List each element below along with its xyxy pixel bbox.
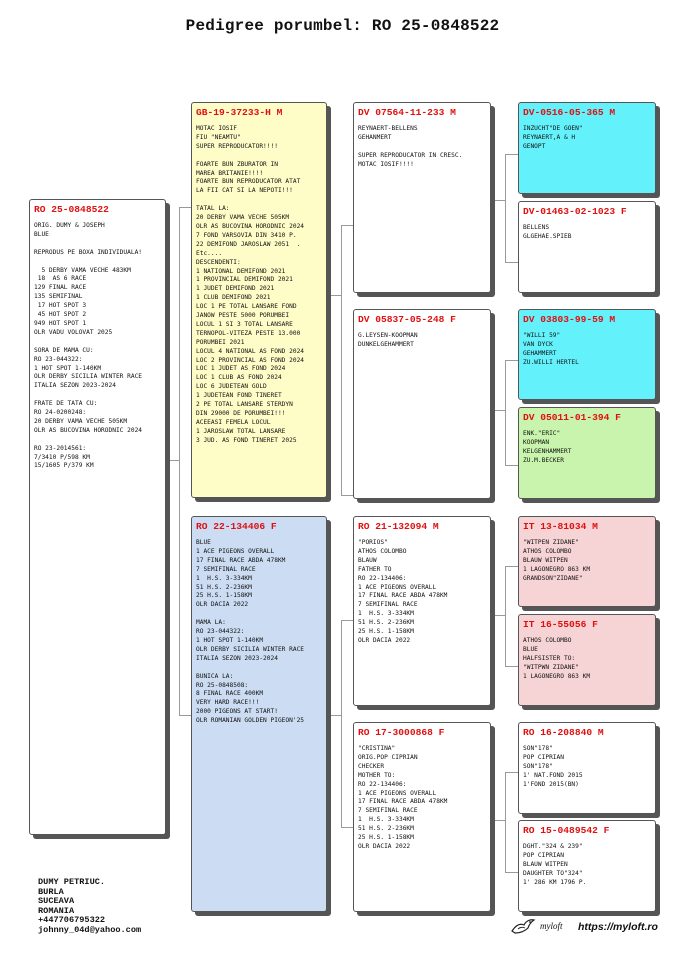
- dam-sire-details: "PORIOS" ATHOS COLOMBO BLAUW FATHER TO RO 22-134406: 1 ACE PIGEONS OVERALL 17 FINAL RACE ABDA 478KM 7 SEMIFINAL RACE 1 H.S. 3-334KM 51 H.S. 2-236KM 25 H.S. 1-158KM OLR DACIA 2022: [358, 539, 448, 644]
- ds-sire-ring: IT 13-81034 M: [523, 521, 598, 532]
- sd-dam-card: [518, 407, 656, 499]
- connector-line: [505, 566, 506, 666]
- sire-dam-ring: DV 05837-05-248 F: [358, 314, 456, 325]
- subject-ring: RO 25-0848522: [34, 204, 109, 215]
- connector-line: [505, 154, 506, 262]
- dam-sire-ring: RO 21-132094 M: [358, 521, 439, 532]
- sire-sire-details: REYNAERT-BELLENS GEHANMERT SUPER REPRODUCATOR IN CRESC. MOTAC IOSIF!!!!: [358, 125, 463, 168]
- sd-sire-card: [518, 309, 656, 400]
- connector-line: [494, 200, 505, 201]
- connector-line: [505, 360, 519, 361]
- dd-sire-ring: RO 16-208840 M: [523, 727, 604, 738]
- dam-dam-card: [353, 722, 491, 912]
- connector-line: [505, 872, 519, 873]
- dam-ring: RO 22-134406 F: [196, 521, 277, 532]
- connector-line: [179, 207, 180, 715]
- dd-dam-card: [518, 820, 656, 912]
- breeder-phone: +447706795322: [38, 915, 106, 926]
- dam-card: [191, 516, 327, 912]
- sire-ring: GB-19-37233-H M: [196, 107, 283, 118]
- page-title: Pedigree porumbel: RO 25-0848522: [185, 17, 500, 35]
- connector-line: [341, 225, 342, 495]
- connector-line: [168, 460, 179, 461]
- ss-dam-ring: DV-01463-02-1023 F: [523, 206, 627, 217]
- connector-line: [505, 666, 519, 667]
- ds-dam-details: ATHOS COLOMBO BLUE HALFSISTER TO: "WITPWN ZIDANE" 1 LAGONEGRO 863 KM: [523, 637, 591, 680]
- connector-line: [494, 615, 505, 616]
- dd-dam-ring: RO 15-0489542 F: [523, 825, 610, 836]
- connector-line: [505, 360, 506, 465]
- breeder-county: SUCEAVA: [38, 896, 75, 907]
- connector-line: [505, 465, 519, 466]
- ss-dam-card: [518, 201, 656, 293]
- breeder-city: BURLA: [38, 886, 64, 897]
- breeder-name: DUMY PETRIUC.: [38, 877, 106, 887]
- ss-sire-card: [518, 102, 656, 194]
- dd-dam-details: DGHT."324 & 239" POP CIPRIAN BLAUW WITPEN DAUGHTER TO"324" 1' 286 KM 1796 P.: [523, 843, 587, 886]
- brand-name: myloft: [540, 921, 563, 931]
- breeder-info: [38, 878, 141, 936]
- breeder-country: ROMANIA: [38, 905, 75, 916]
- sd-sire-ring: DV 03803-99-59 M: [523, 314, 616, 325]
- sire-card: [191, 102, 327, 498]
- sire-sire-ring: DV 07564-11-233 M: [358, 107, 456, 118]
- dam-details: BLUE 1 ACE PIGEONS OVERALL 17 FINAL RACE ABDA 478KM 7 SEMIFINAL RACE 1 H.S. 3-334KM 51 H.S. 2-236KM 25 H.S. 1-158KM OLR DACIA 2022 MAMA LA: RO 23-044322: 1 HOT SPOT 1-140KM OLR DERBY SICILIA WINTER RACE ITALIA SEZON 2023-2024 BUNICA LA: RO 25-0848508: 8 FINAL RACE 400KM VERY HARD RACE!!! 2000 PIGEONS AT START! OLR ROMANIAN GOLDEN PIGEON'25: [196, 539, 305, 725]
- connector-line: [505, 772, 506, 872]
- ds-sire-card: [518, 516, 656, 607]
- ds-dam-card: [518, 614, 656, 706]
- connector-line: [494, 820, 505, 821]
- sire-dam-card: [353, 309, 491, 499]
- sd-sire-details: "WILLI 59" VAN DYCK GEHAMMERT ZU.WILLI HERTEL: [523, 332, 579, 366]
- ds-sire-details: "WITPEN ZIDANE" ATHOS COLOMBO BLAUW WITPEN 1 LAGONEGRO 863 KM GRANDSON"ZIDANE": [523, 539, 591, 582]
- dam-dam-ring: RO 17-3000868 F: [358, 727, 445, 738]
- connector-line: [330, 715, 341, 716]
- connector-line: [341, 620, 342, 827]
- sire-sire-card: [353, 102, 491, 293]
- connector-line: [505, 566, 519, 567]
- subject-details: ORIG. DUMY & JOSEPH BLUE REPRODUS PE BOXA INDIVIDUALA! 5 DERBY VAMA VECHE 483KM 18 AS 6 RACE 129 FINAL RACE 135 SEMIFINAL 17 HOT SPOT 3 45 HOT SPOT 2 949 HOT SPOT 1 OLR VADU VOLOVAT 2025 SORA DE MAMA CU: RO 23-044322: 1 HOT SPOT 1-140KM OLR DERBY SICILIA WINTER RACE ITALIA SEZON 2023-2024 FRATE DE TATA CU: RO 24-0200248: 20 DERBY VAMA VECHE 505KM OLR AS BUCOVINA HORODNIC 2024 RO 23-2014561: 7/3410 P/598 KM 15/1605 P/379 KM: [34, 222, 143, 470]
- sire-details: MOTAC IOSIF FIU "NEAMTU" SUPER REPRODUCATOR!!!! FOARTE BUN ZBURATOR IN MAREA BRITANIE!!!! FOARTE BUN REPRODUCATOR ATAT LA FII CAT SI LA NEPOTI!!! TATAL LA: 20 DERBY VAMA VECHE 505KM OLR AS BUCOVINA HORODNIC 2024 7 FOND VARSOVIA DIN 3410 P. 22 DEMIFOND JAROSLAW 2051 . Etc.... DESCENDENTI: 1 NATIONAL DEMIFOND 2021 1 PROVINCIAL DEMIFOND 2021 1 JUDET DEMIFOND 2021 1 CLUB DEMIFOND 2021 LOC 1 PE TOTAL LANSARE FOND JANOW PESTE 5000 PORUMBEI LOCUL 1 SI 3 TOTAL LANSARE TERNOPOL-VITEZA PESTE 13.000 PORUMBEI 2021 LOCUL 4 NATIONAL AS FOND 2024 LOC 2 PROVINCIAL AS FOND 2024 LOC 1 JUDET AS FOND 2024 LOC 1 CLUB AS FOND 2024 LOC 6 JUDETEAN GOLD 1 JUDETEAN FOND TINERET 2 PE TOTAL LANSARE STERDYN DIN 29000 DE PORUMBEI!!! ACEEASI FEMELA LOCUL 1 JAROSLAW TOTAL LANSARE 3 JUD. AS FOND TINERET 2025: [196, 125, 305, 444]
- sd-dam-ring: DV 05011-01-394 F: [523, 412, 621, 423]
- connector-line: [505, 262, 519, 263]
- ss-sire-ring: DV-0516-05-365 M: [523, 107, 616, 118]
- bird-logo-icon: [510, 917, 536, 937]
- connector-line: [505, 772, 519, 773]
- subject-card: [29, 199, 166, 835]
- connector-line: [505, 154, 519, 155]
- connector-line: [330, 295, 341, 296]
- ss-sire-details: INZUCHT"DE GOEN" REYNAERT,A & H GENOPT: [523, 125, 583, 150]
- dd-sire-details: SON"178" POP CIPRIAN SON"178" 1' NAT.FOND 2015 1'FOND 2015(BN): [523, 745, 583, 788]
- breeder-email: johnny_04d@yahoo.com: [38, 924, 142, 935]
- sd-dam-details: ENK."ERIC" KOOPMAN KELGENHAMMERT ZU.M.BECKER: [523, 430, 572, 464]
- dd-sire-card: [518, 722, 656, 814]
- dam-dam-details: "CRISTINA" ORIG.POP CIPRIAN CHECKER MOTHER TO: RO 22-134406: 1 ACE PIGEONS OVERALL 17 FINAL RACE ABDA 478KM 7 SEMIFINAL RACE 1 H.S. 3-334KM 51 H.S. 2-236KM 25 H.S. 1-158KM OLR DACIA 2022: [358, 745, 448, 850]
- dam-sire-card: [353, 516, 491, 706]
- ss-dam-details: BELLENS GLGEHAE.SPIEB: [523, 224, 572, 240]
- brand: [510, 920, 670, 938]
- connector-line: [494, 410, 505, 411]
- ds-dam-ring: IT 16-55056 F: [523, 619, 598, 630]
- brand-url[interactable]: https://myloft.ro: [578, 921, 658, 933]
- sire-dam-details: G.LEYSEN-KOOPMAN DUNKELGEHAMMERT: [358, 332, 418, 348]
